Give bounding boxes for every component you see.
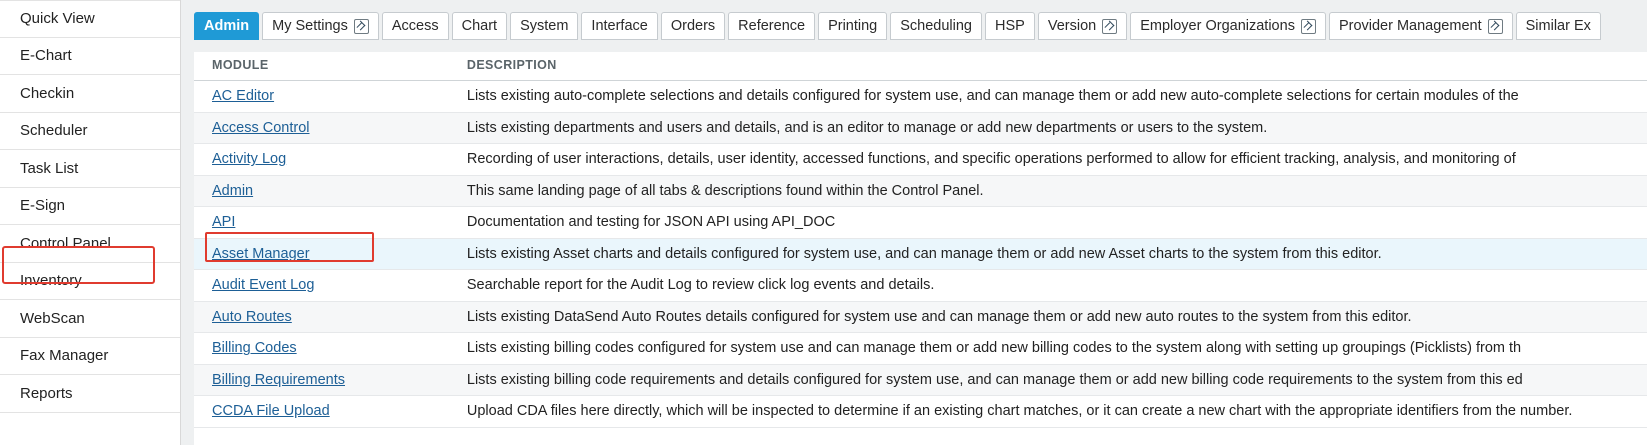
cell-module [194,396,449,428]
table-row[interactable] [194,175,1647,207]
cell-module [194,144,449,176]
tab-printing[interactable] [818,12,887,40]
cell-module [194,238,449,270]
tab-scheduling[interactable] [890,12,982,40]
tab-label: Access [391,18,439,34]
tab-provider-management[interactable] [1329,12,1513,40]
tab-chart[interactable] [452,12,507,40]
cell-module [194,81,449,113]
module-table-container [194,52,1647,445]
tab-admin[interactable] [194,12,259,40]
sidebar-item-list [0,0,180,413]
sidebar-item-label: Inventory [20,272,82,290]
cell-module [194,364,449,396]
cell-description: Lists existing auto-complete selections and details configured for system use, and can manage them or add new auto-complete selections for certain modules of the [449,81,1647,113]
sidebar-item-e-sign[interactable] [0,188,180,226]
external-link-icon [1301,19,1316,34]
sidebar-item-fax-manager[interactable] [0,338,180,376]
tab-label: My Settings [272,18,348,34]
tab-label: HSP [995,18,1025,34]
tab-label: Interface [591,18,648,34]
column-header-module: MODULE [194,52,449,81]
table-row[interactable] [194,112,1647,144]
cell-description: Documentation and testing for JSON API using API_DOC [449,207,1647,239]
sidebar-item-control-panel[interactable] [0,225,180,263]
cell-module [194,207,449,239]
sidebar-item-label: E-Sign [20,197,66,215]
tab-label: Similar Ex [1525,18,1591,34]
cell-description: This same landing page of all tabs & descriptions found within the Control Panel. [449,175,1647,207]
table-body [194,81,1647,428]
module-link[interactable]: Auto Routes [212,308,292,325]
tab-interface[interactable] [581,12,657,40]
module-link[interactable]: API [212,214,236,231]
cell-description: Upload CDA files here directly, which will be inspected to determine if an existing chart matches, or it can create a new chart with the appropriate identifiers from the number. [449,396,1647,428]
sidebar-item-label: Fax Manager [20,347,109,365]
module-link[interactable]: Billing Codes [212,340,297,357]
module-link[interactable]: Admin [212,182,254,199]
tab-label: Admin [204,18,250,34]
tab-orders[interactable] [661,12,725,40]
control-panel-tab-bar [181,0,1647,42]
sidebar-item-label: Checkin [20,84,75,102]
cell-description: Lists existing billing codes configured for system use and can manage them or add new billing codes to the system along with setting up groupings (Picklists) from th [449,333,1647,365]
table-row[interactable] [194,364,1647,396]
external-link-icon [1488,19,1503,34]
module-link[interactable]: Audit Event Log [212,277,315,294]
cell-description: Lists existing departments and users and details, and is an editor to manage or add new departments or users to the system. [449,112,1647,144]
tab-system[interactable] [510,12,578,40]
table-row[interactable] [194,301,1647,333]
tab-label: Chart [461,18,498,34]
cell-module [194,301,449,333]
module-link[interactable]: Billing Requirements [212,371,345,388]
table-row[interactable] [194,81,1647,113]
column-header-description: DESCRIPTION [449,52,1647,81]
sidebar-item-reports[interactable] [0,375,180,413]
left-sidebar [0,0,181,445]
sidebar-item-label: Task List [20,159,79,177]
cell-description: Searchable report for the Audit Log to review click log events and details. [449,270,1647,302]
cell-description: Lists existing Asset charts and details configured for system use, and can manage them or add new Asset charts to the system from this editor. [449,238,1647,270]
sidebar-item-label: WebScan [20,309,85,327]
cell-module [194,333,449,365]
tab-similar-ex[interactable] [1516,12,1601,40]
module-table [194,52,1647,428]
table-row[interactable] [194,270,1647,302]
cell-description: Lists existing billing code requirements and details configured for system use, and can manage them or add new billing code requirements to the system from this ed [449,364,1647,396]
sidebar-item-task-list[interactable] [0,150,180,188]
tab-label: Orders [670,18,716,34]
sidebar-item-label: E-Chart [20,47,72,65]
tab-label: Reference [738,18,806,34]
tab-label: Provider Management [1338,18,1482,34]
module-link[interactable]: Access Control [212,119,310,136]
table-row[interactable] [194,396,1647,428]
table-row[interactable] [194,207,1647,239]
sidebar-item-checkin[interactable] [0,75,180,113]
module-link[interactable]: Activity Log [212,151,287,168]
module-link[interactable]: AC Editor [212,88,275,104]
sidebar-item-e-chart[interactable] [0,38,180,76]
tab-access[interactable] [382,12,449,40]
main-panel [181,0,1647,445]
tab-label: Scheduling [900,18,972,34]
tab-my-settings[interactable] [262,12,379,40]
cell-description: Recording of user interactions, details, user identity, accessed functions, and specific operations performed to allow for efficient tracking, analysis, and monitoring of [449,144,1647,176]
table-row[interactable] [194,144,1647,176]
sidebar-item-label: Quick View [20,10,95,28]
sidebar-item-label: Control Panel [20,234,111,252]
cell-module [194,270,449,302]
external-link-icon [354,19,369,34]
module-link[interactable]: CCDA File Upload [212,403,330,420]
tab-label: System [520,18,569,34]
tab-reference[interactable] [728,12,815,40]
sidebar-item-inventory[interactable] [0,263,180,301]
tab-label: Employer Organizations [1140,18,1295,34]
table-header-row [194,52,1647,81]
tab-hsp[interactable] [985,12,1035,40]
table-row[interactable] [194,333,1647,365]
external-link-icon [1102,19,1117,34]
sidebar-item-webscan[interactable] [0,300,180,338]
sidebar-item-scheduler[interactable] [0,113,180,151]
tab-label: Version [1047,18,1097,34]
sidebar-item-label: Reports [20,384,73,402]
sidebar-item-label: Scheduler [20,122,88,140]
tab-version[interactable] [1038,12,1127,40]
module-link[interactable]: Asset Manager [212,245,310,262]
cell-description: Lists existing DataSend Auto Routes details configured for system use and can manage them or add new auto routes to the system from this editor. [449,301,1647,333]
cell-module [194,112,449,144]
cell-module [194,175,449,207]
tab-employer-organizations[interactable] [1130,12,1326,40]
sidebar-item-quick-view[interactable] [0,0,180,38]
table-row[interactable] [194,238,1647,270]
tab-label: Printing [828,18,878,34]
